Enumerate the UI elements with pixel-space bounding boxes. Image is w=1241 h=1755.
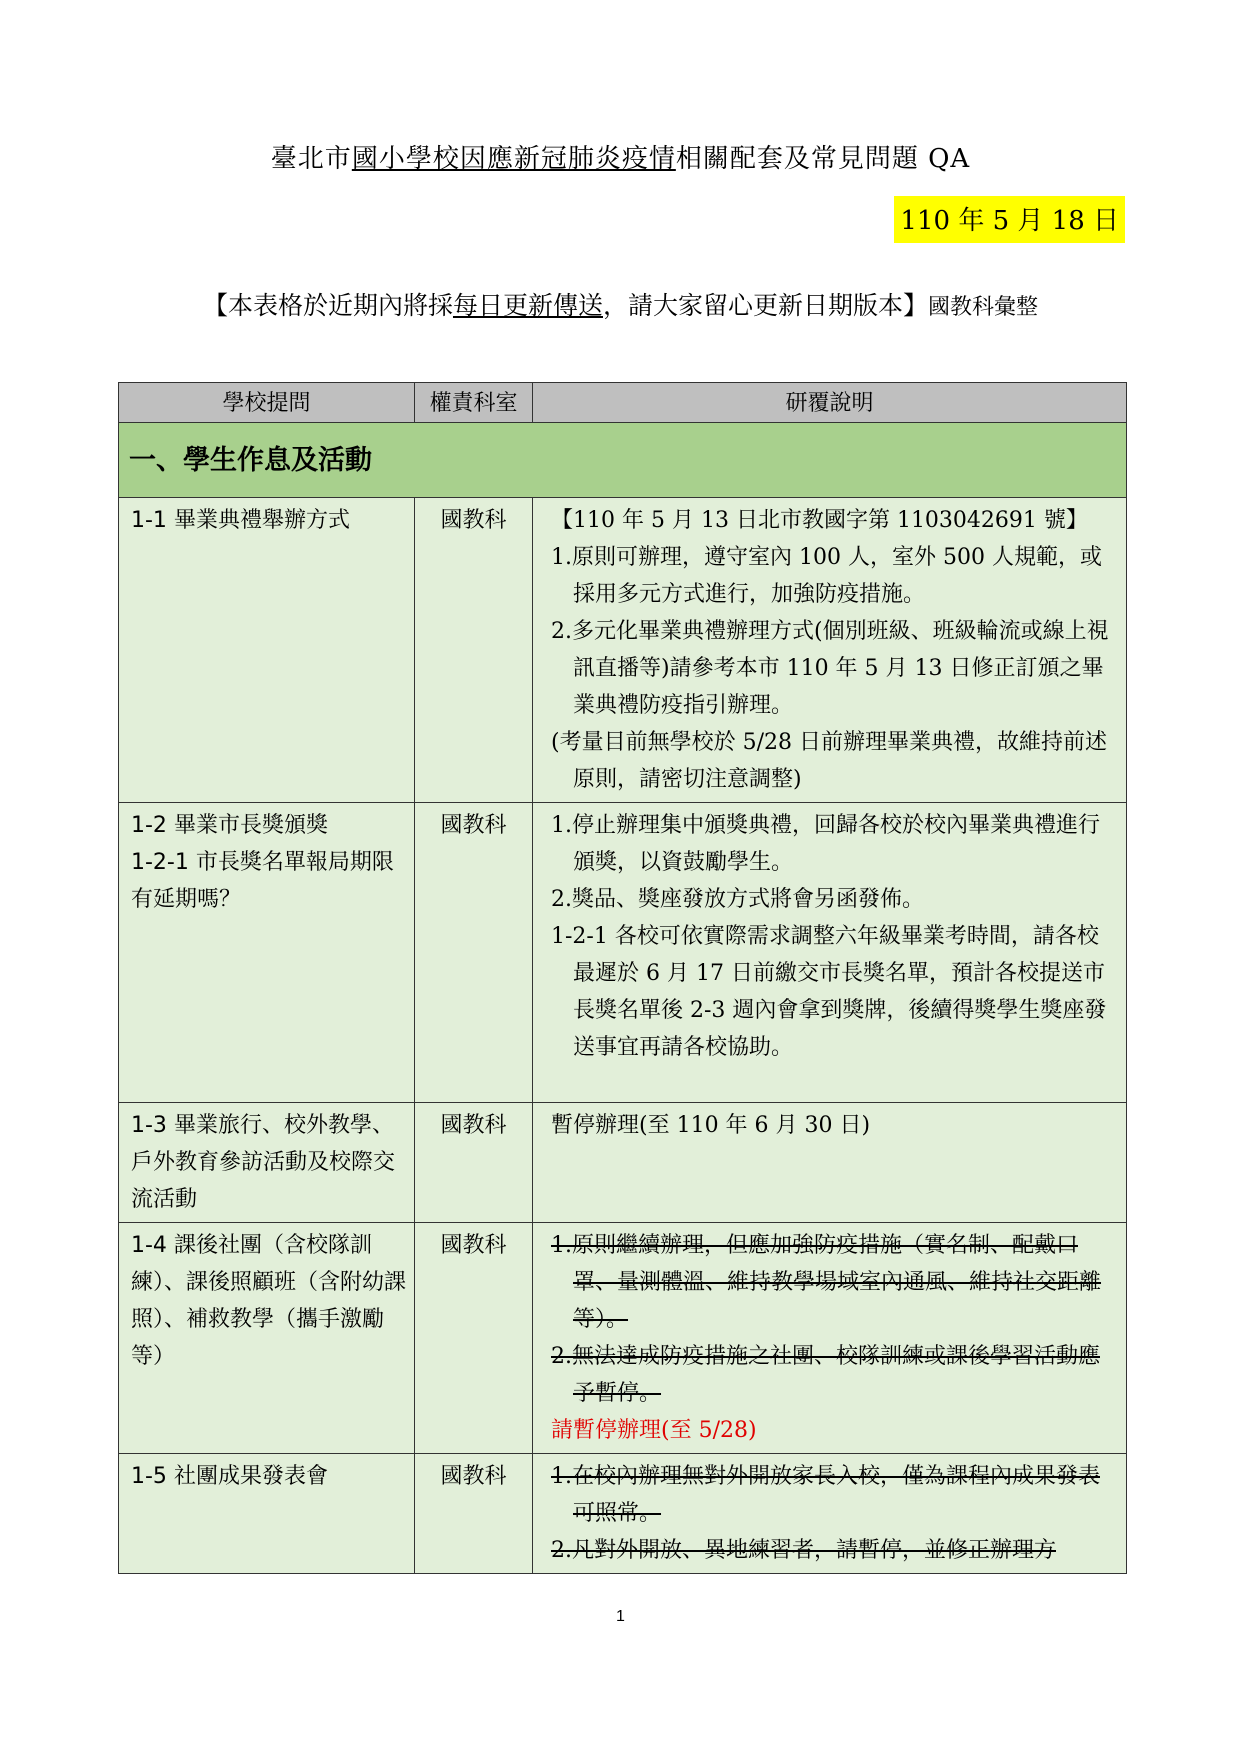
department-cell: 國教科 [415,1223,533,1454]
question-number: 1-1 [131,508,167,533]
question-cell [119,1454,415,1574]
qa-table [118,382,1127,1574]
answer-cell [533,1103,1127,1223]
answer-line: 1.原則可辦理，遵守室內 100 人，室外 500 人規範，或採用多元方式進行，加強防疫措施。 [551,545,1102,607]
page-number: 1 [616,1608,625,1625]
notice-underlined: 每日更新傳送 [452,291,603,320]
struck-answer-line: 1.在校內辦理無對外開放家長入校，僅為課程內成果發表可照常。 [551,1464,1100,1526]
header-department: 權責科室 [415,383,533,423]
question-number: 1-4 [131,1233,167,1258]
question-cell [119,1103,415,1223]
answer-cell [533,498,1127,803]
table-row [119,498,1127,803]
answer-cell [533,803,1127,1103]
document-title [0,138,1241,175]
answer-line: 2.多元化畢業典禮辦理方式(個別班級、班級輪流或線上視訊直播等)請參考本市 110 年 5 月 13 日修正訂頒之畢業典禮防疫指引辦理。 [551,619,1109,718]
question-cell [119,1223,415,1454]
notice-compiler: 國教科彙整 [928,295,1039,320]
table-row [119,803,1127,1103]
question-cell [119,498,415,803]
answer-line: 1.停止辦理集中頒獎典禮，回歸各校於校內畢業典禮進行頒獎，以資鼓勵學生。 [551,813,1100,875]
question-number: 1-3 [131,1113,167,1138]
answer-line: 暫停辦理(至 110 年 6 月 30 日) [551,1113,871,1138]
notice-prefix: 【本表格於近期內將採 [202,291,453,320]
title-underlined: 國小學校因應新冠肺炎疫情 [351,144,676,174]
question-number: 1-5 [131,1464,167,1489]
question-text: 畢業市長獎頒獎 [173,813,328,838]
question-text: 社團成果發表會 [173,1464,328,1489]
struck-answer-line: 2.無法達成防疫措施之社團、校隊訓練或課後學習活動應予暫停。 [551,1344,1100,1406]
department-cell: 國教科 [415,1454,533,1574]
answer-line: (考量目前無學校於 5/28 日前辦理畢業典禮，故維持前述原則，請密切注意調整) [551,730,1107,792]
struck-answer-line: 2.凡對外開放、異地練習者，請暫停，並修正辦理方 [551,1538,1056,1563]
table-row [119,1223,1127,1454]
question-cell [119,803,415,1103]
section-title: 一、學生作息及活動 [119,423,1127,498]
update-notice [0,286,1241,322]
title-prefix: 臺北市 [270,144,352,174]
section-row [119,423,1127,498]
answer-line: 1-2-1 各校可依實際需求調整六年級畢業考時間，請各校最遲於 6 月 17 日前繳交市長獎名單，預計各校提送市長獎名單後 2-3 週內會拿到獎牌，後續得獎學生獎座發送事宜再請各校協助。 [551,924,1107,1060]
answer-cell [533,1454,1127,1574]
department-cell: 國教科 [415,498,533,803]
header-question: 學校提問 [119,383,415,423]
struck-answer-line: 1.原則繼續辦理，但應加強防疫措施（實名制、配戴口罩、量測體溫、維持教學場域室內通風、維持社交距離等）。 [551,1233,1102,1332]
question-text: 課後社團（含校隊訓練）、課後照顧班（含附幼課照）、補救教學（攜手激勵等） [131,1233,407,1369]
table-row [119,1454,1127,1574]
question-text: 畢業典禮舉辦方式 [173,508,350,533]
document-date: 110 年 5 月 18 日 [894,196,1125,243]
table-row [119,1103,1127,1223]
question-text: 畢業旅行、校外教學、戶外教育參訪活動及校際交流活動 [131,1113,396,1212]
sub-question-number: 1-2-1 [131,850,189,875]
sub-question-text: 市長獎名單報局期限有延期嗎？ [131,850,394,912]
title-suffix: 相關配套及常見問題 QA [675,144,971,174]
question-number: 1-2 [131,813,167,838]
answer-cell [533,1223,1127,1454]
department-cell: 國教科 [415,803,533,1103]
answer-line: 【110 年 5 月 13 日北市教國字第 1103042691 號】 [551,508,1088,533]
table-header-row [119,383,1127,423]
notice-suffix: ，請大家留心更新日期版本】 [603,291,929,320]
department-cell: 國教科 [415,1103,533,1223]
header-answer: 研覆說明 [533,383,1127,423]
updated-answer-line: 請暫停辦理(至 5/28) [551,1418,757,1443]
answer-line: 2.獎品、獎座發放方式將會另函發佈。 [551,887,924,912]
